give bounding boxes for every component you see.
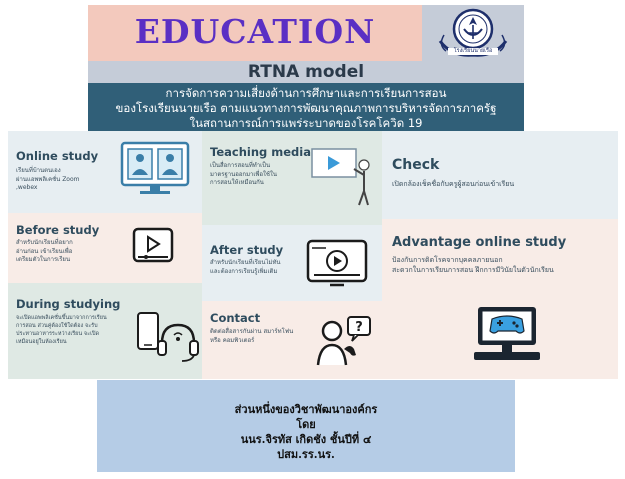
teaching-media-body [210, 162, 277, 188]
online-study-line: เรียนที่บ้านตนเอง [16, 167, 61, 174]
video-player-icon [132, 227, 176, 267]
teaching-media-title: Teaching media [210, 145, 311, 159]
check-body [392, 180, 514, 189]
video-conference-icon [118, 141, 194, 199]
after-study-line: สำหรับนักเรียนที่เรียนไม่ทัน [210, 259, 281, 266]
contact-body [210, 328, 293, 345]
phone-headset-icon [134, 307, 200, 363]
footer-line-1: ส่วนหนึ่งของวิชาพัฒนาองค์กร [234, 403, 378, 416]
panel-teaching-media [202, 131, 382, 225]
logo-box [422, 5, 524, 61]
contact-line: ติดต่อสื่อสารกันผ่าน สมาร์ทโฟน [210, 328, 294, 335]
panel-check [382, 131, 618, 219]
advantage-line: ป้องกันการติดโรคจากบุคคลภายนอก [392, 256, 503, 264]
footer-line-4: ปสม.รร.นร. [277, 448, 335, 461]
panel-during-studying [8, 283, 202, 379]
during-studying-line: จะเปิดแอพพลิเคชั่นขึ้นมาจากการเรียน [16, 315, 107, 321]
during-studying-body [16, 314, 107, 346]
before-study-line: เตรียมตัวในการเรียน [16, 256, 71, 263]
before-study-line: สำหรับนักเรียนที่อยาก [16, 239, 73, 246]
online-study-title: Online study [16, 149, 99, 163]
after-study-title: After study [210, 243, 284, 257]
panel-online-study [8, 131, 202, 213]
panel-before-study [8, 213, 202, 283]
svg-text:?: ? [355, 320, 363, 335]
before-study-body [16, 239, 73, 265]
after-study-body [210, 259, 281, 276]
during-studying-line: การสอน ส่วนคู่ต้องใช้ใดต้อง จะรับ [16, 323, 98, 329]
panel-advantage-online-study [382, 219, 618, 379]
after-study-line: และต้องการเรียนรู้เพิ่มเติม [210, 267, 278, 275]
teaching-media-line: เป็นสื่อการสอนที่ทำเป็น [210, 162, 271, 169]
panel-after-study [202, 225, 382, 301]
during-studying-title: During studying [16, 297, 121, 311]
before-study-line: อ่านก่อน เข้าเรียนเพื่อ [16, 247, 73, 255]
page-title: EDUCATION [134, 12, 376, 51]
teacher-presentation-icon [310, 145, 376, 209]
footer-line-2: โดย [296, 418, 316, 431]
footer-line-3: นนร.จิรทัส เกิดชัง ชั้นปีที่ ๔ [240, 433, 372, 446]
check-title: Check [392, 157, 440, 173]
online-study-line: ,webex [16, 184, 38, 191]
contact-title: Contact [210, 311, 261, 325]
teaching-media-line: มาตรฐานออกมาเพื่อใช้ใน [210, 170, 278, 178]
before-study-title: Before study [16, 223, 100, 237]
person-question-phone-icon [314, 313, 374, 369]
subtitle-line-2: ของโรงเรียนนายเรือ ตามแนวทางการพัฒนาคุณภาพการบริหารจัดการภาครัฐ [115, 101, 497, 115]
advantage-body [392, 255, 554, 275]
logo-caption: โรงเรียนนายเรือ [448, 48, 498, 55]
contact-line: หรือ คอมพิวเตอร์ [210, 336, 255, 344]
online-study-body [16, 167, 80, 193]
check-line: เปิดกล้องเช็คชื่อกับครูผู้สอนก่อนเข้าเรียน [392, 180, 515, 188]
teaching-media-line: การสอนให้เหมือนกัน [210, 179, 264, 186]
advantage-line: สะดวกในการเรียนการสอน ฝึกการมีวินัยในตัวนักเรียน [392, 266, 554, 274]
subtitle-line-3: ในสถานการณ์การแพร่ระบาดของโรคโควิด 19 [189, 116, 423, 130]
online-study-line: ผ่านแอพพลิเคชั่น Zoom [16, 175, 80, 183]
computer-gamepad-icon [472, 305, 542, 365]
advantage-title: Advantage online study [392, 235, 567, 250]
model-title: RTNA model [247, 62, 365, 82]
subtitle-line-1: การจัดการความเสี่ยงด้านการศึกษาและการเรียนการสอน [165, 86, 447, 100]
during-studying-line: ประทานอาหารระหว่างเรียน จะเปิด [16, 331, 100, 337]
during-studying-line: เหมือนอยู่ในห้องเรียน [16, 339, 67, 345]
panel-contact [202, 301, 382, 379]
video-screen-icon [306, 239, 370, 291]
